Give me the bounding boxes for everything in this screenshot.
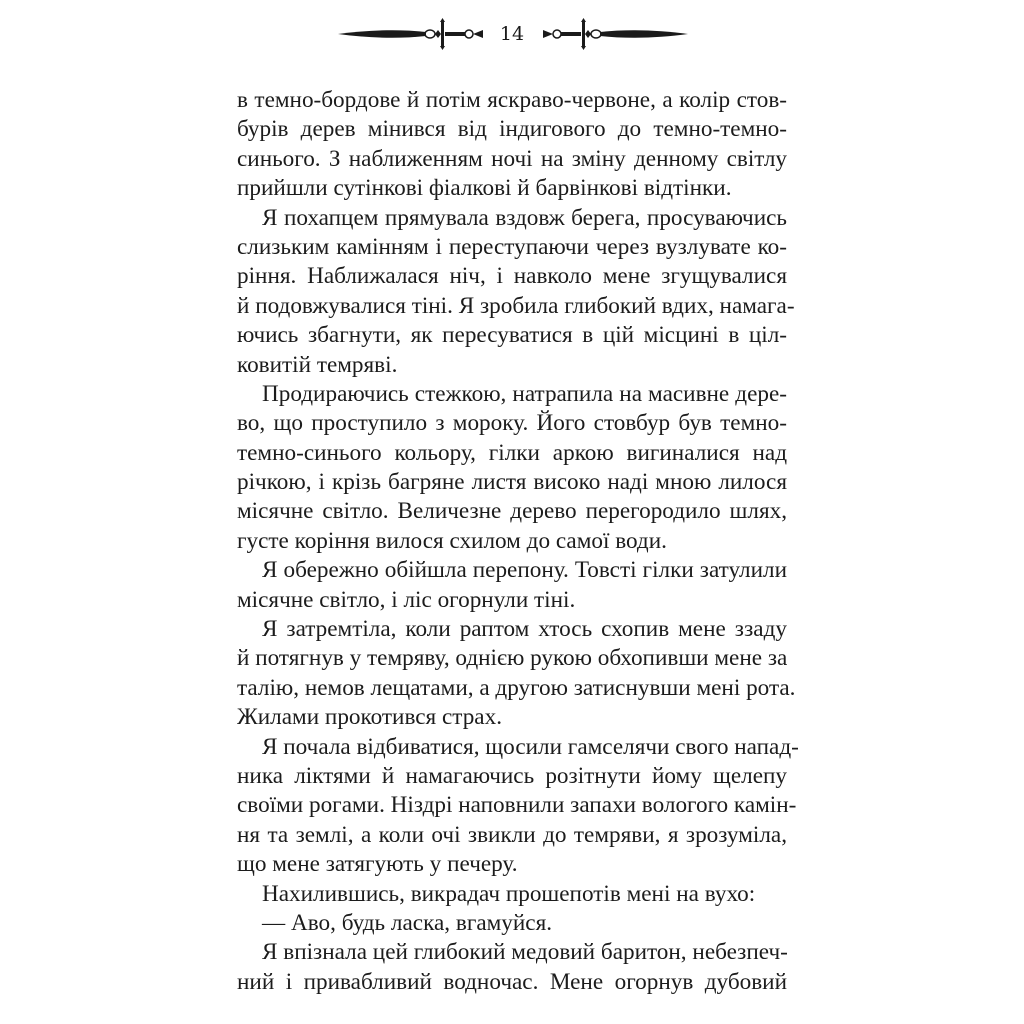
text-line: місячне світло, і ліс огорнули тіні.	[237, 586, 576, 613]
text-line: Жилами прокотився страх.	[237, 704, 502, 731]
text-line: й подовжувалися тіні. Я зробила глибокий вдих, намага-	[237, 292, 795, 319]
text-line: ючись збагнути, як пересуватися в цій місцині в ціл-	[237, 322, 787, 349]
text-line: ріння. Наближалася ніч, і навколо мене згущувалися	[237, 263, 787, 290]
text-line: густе коріння вилося схилом до самої води.	[237, 527, 667, 554]
text-line: Продираючись стежкою, натрапила на масивне дере-	[262, 380, 787, 407]
text-line: прийшли сутінкові фіалкові й барвінкові відтінки.	[237, 175, 732, 202]
text-line: — Аво, будь ласка, вгамуйся.	[262, 909, 553, 936]
text-line: й потягнув у темряву, однією рукою обхопивши мене за	[237, 645, 788, 672]
text-line: Я почала відбиватися, щосили гамселячи свого напад-	[262, 733, 799, 760]
body-text	[237, 86, 799, 997]
text-line: талію, немов лещатами, а другою затиснувши мені рота.	[237, 674, 796, 701]
text-line: Я впізнала цей глибокий медовий баритон, небезпеч-	[262, 939, 788, 966]
text-line: Я затремтіла, коли раптом хтось схопив мене ззаду	[262, 616, 787, 643]
text-line: темно-синього кольору, гілки аркою вигиналися над	[237, 439, 787, 466]
text-line: річкою, і крізь багряне листя високо наді мною лилося	[237, 469, 787, 496]
page-header	[0, 14, 1024, 54]
text-line: во, що проступило з мороку. Його стовбур був темно-	[237, 410, 787, 437]
text-line: ника ліктями й намагаючись розітнути йому щелепу	[237, 762, 787, 789]
text-line: ний і привабливий водночас. Мене огорнув дубовий	[237, 968, 787, 995]
text-line: в темно-бордове й потім яскраво-червоне, а колір стов-	[237, 87, 787, 113]
dagger-ornament-right-icon	[538, 18, 688, 50]
text-line: своїми рогами. Ніздрі наповнили запахи вологого камін-	[237, 792, 797, 819]
text-line: місячне світло. Величезне дерево перегородило шлях,	[237, 498, 787, 525]
text-line: Я похапцем прямувала вздовж берега, просуваючись	[262, 204, 787, 231]
text-line: синього. З наближенням ночі на зміну денному світлу	[237, 145, 787, 172]
page-number: 14	[499, 23, 525, 45]
text-line: що мене затягують у печеру.	[237, 851, 518, 878]
text-line: Нахилившись, викрадач прошепотів мені на вухо:	[262, 880, 756, 907]
text-line: бурів дерев мінився від індигового до темно-темно-	[237, 116, 787, 143]
text-line: ковитій темряві.	[237, 351, 398, 378]
text-line: ня та землі, а коли очі звикли до темряви, я зрозуміла,	[237, 821, 787, 848]
text-line: слизьким камінням і переступаючи через вузлувате ко-	[237, 233, 787, 260]
text-line: Я обережно обійшла перепону. Товсті гілки затулили	[262, 557, 787, 584]
dagger-ornament-left-icon	[338, 18, 488, 50]
